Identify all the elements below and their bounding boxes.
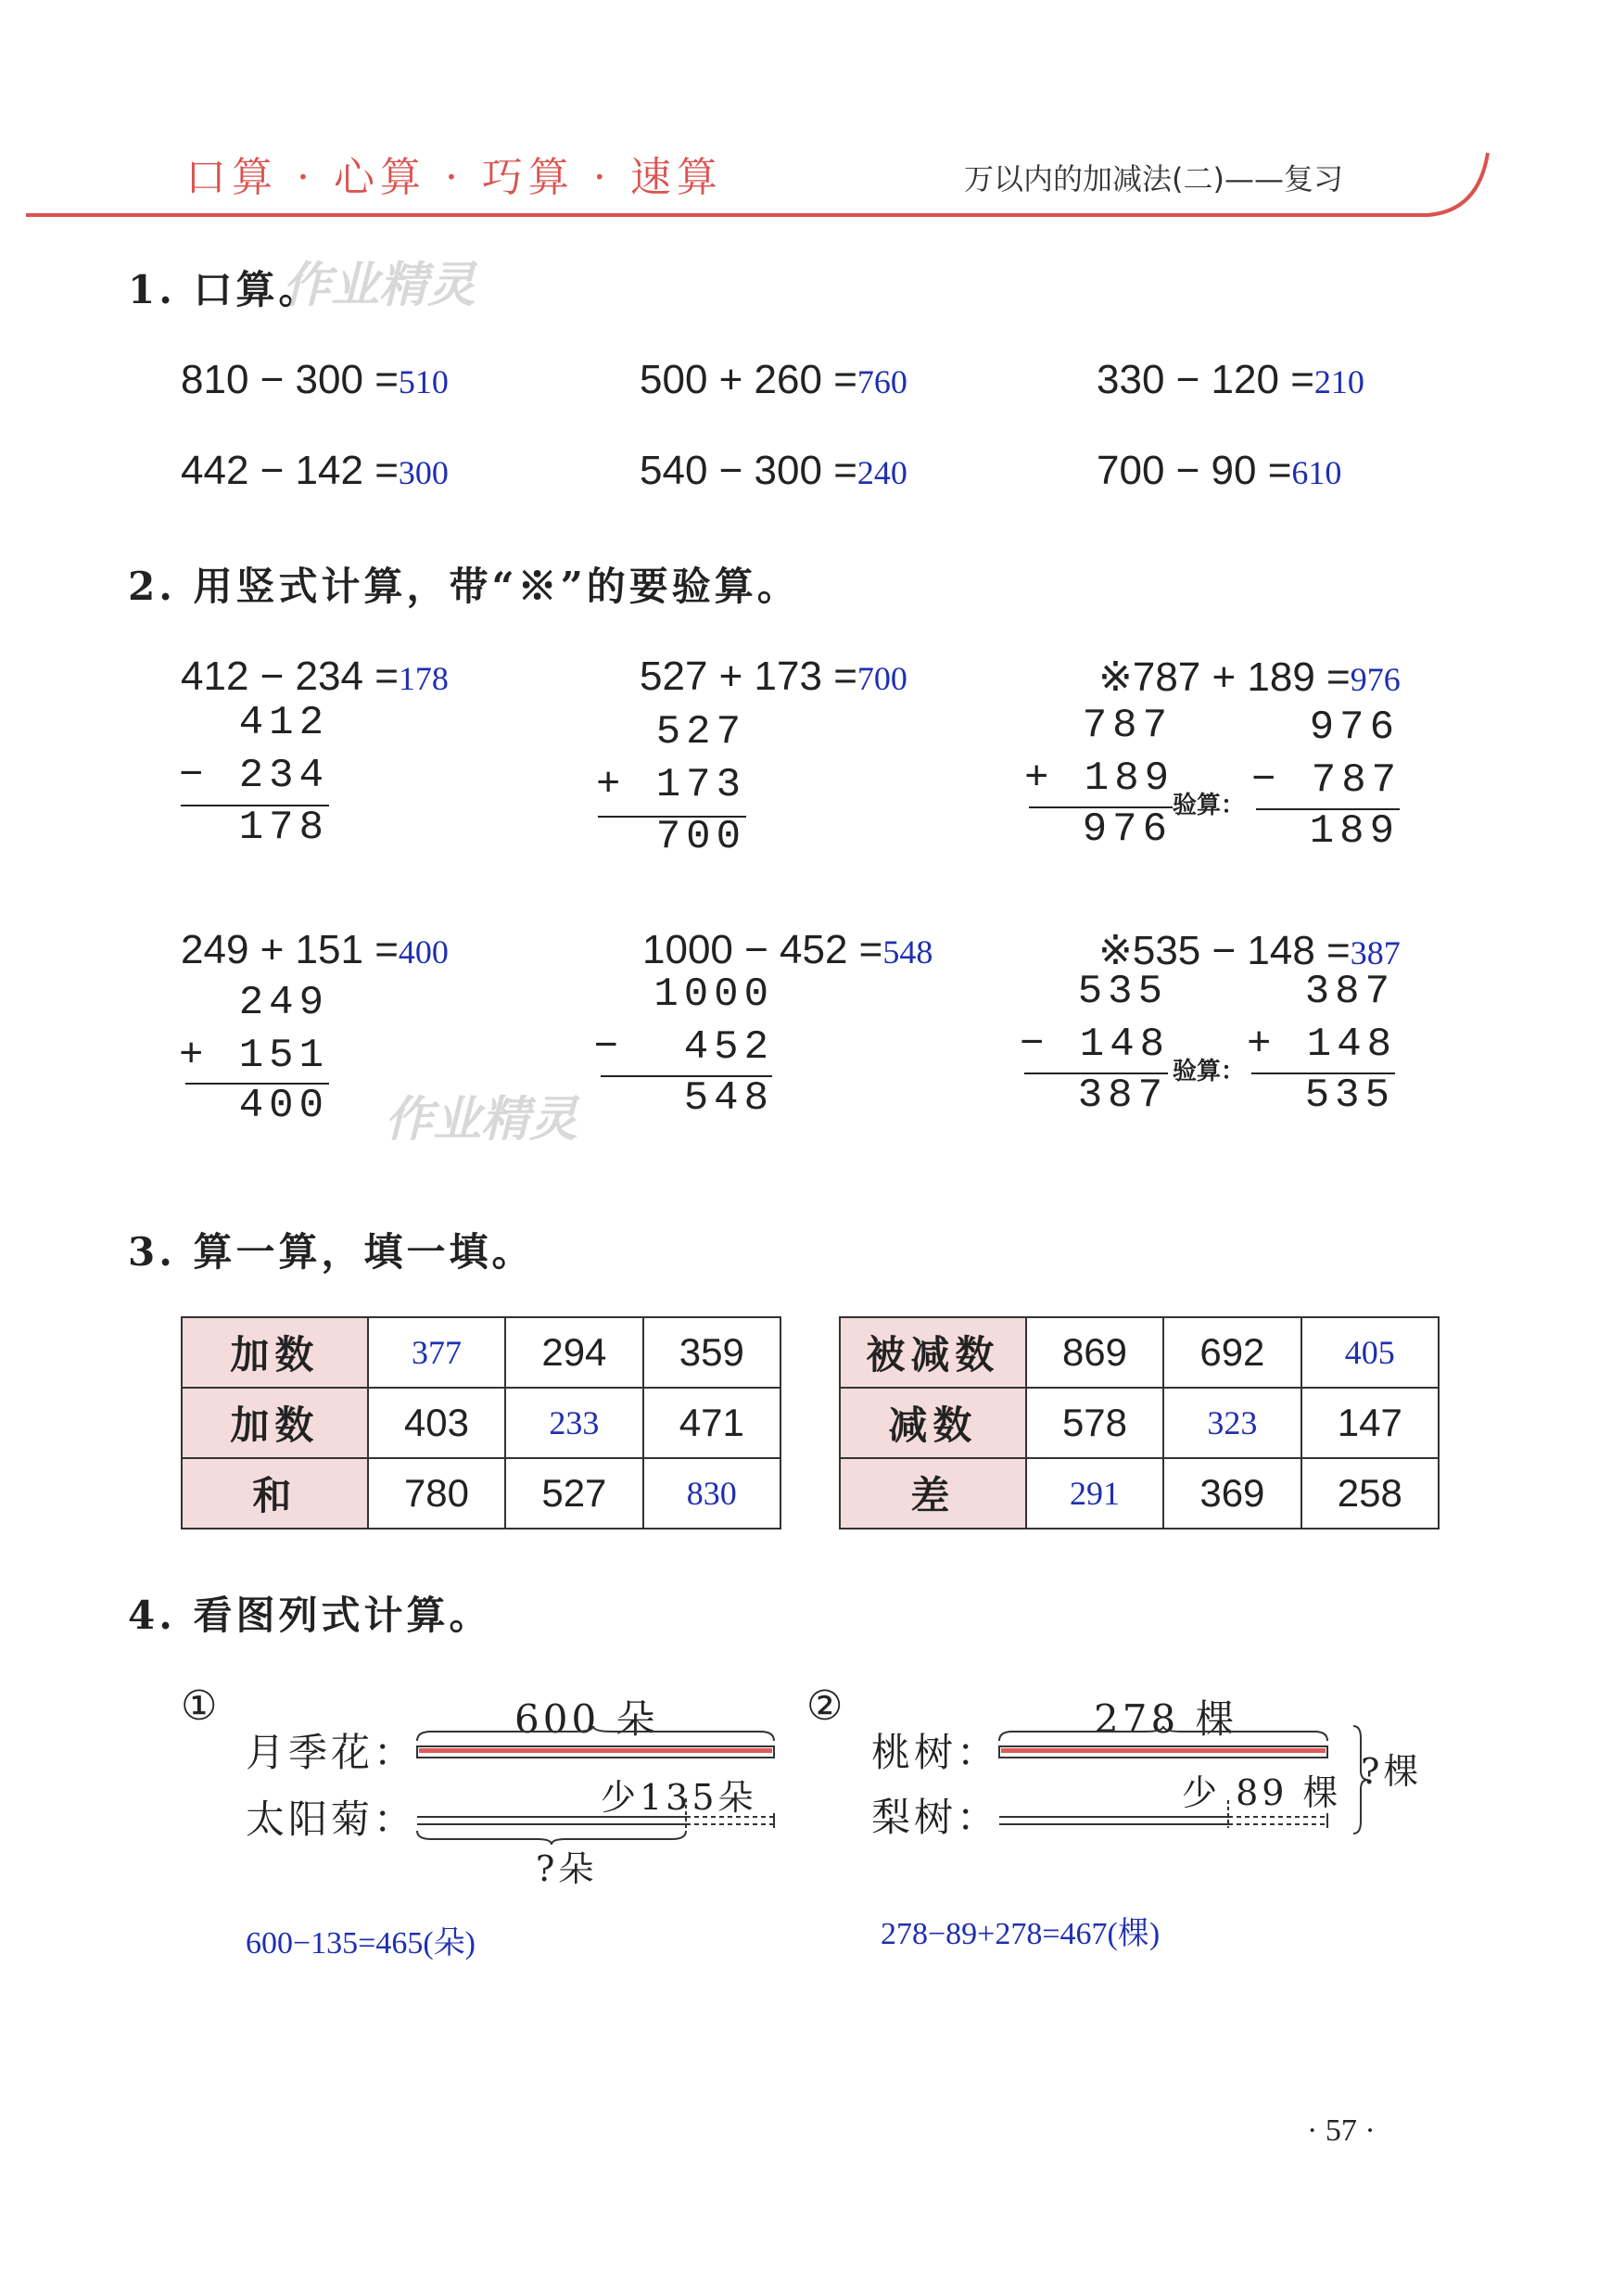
oral-answer-4: 300 [398, 454, 449, 491]
section-2-title: 2. 用竖式计算，带“※”的要验算。 [128, 564, 800, 609]
vertical-item-6-equation: ※535 − 148 =387 [1098, 928, 1401, 973]
oral-answer-1: 510 [398, 363, 449, 400]
problem-2-answer: 278−89+278=467(棵) [881, 1917, 1161, 1951]
watermark: 作业精灵 [283, 258, 476, 313]
table-cell: 294 [505, 1317, 642, 1388]
problem-1-total-label: 600 朵 [514, 1696, 659, 1742]
table-cell: 369 [1163, 1458, 1300, 1529]
check-label-3: 验算： [1173, 792, 1246, 819]
check-6-operand: + 148 [1247, 1022, 1398, 1068]
table-cell: 323 [1163, 1388, 1300, 1458]
minuend-header: 被减数 [840, 1317, 1026, 1388]
vertical-2-top: 527 [655, 709, 746, 755]
header-rule [0, 0, 1624, 241]
vertical-5-operand: − 452 [593, 1024, 774, 1071]
table-cell: 233 [505, 1388, 642, 1458]
problem-1-less-label: 少135朵 [601, 1777, 757, 1818]
table-cell: 359 [643, 1317, 780, 1388]
watermark-2: 作业精灵 [385, 1092, 578, 1148]
header-series-title: 口算 · 心算 · 巧算 · 速算 [185, 154, 723, 201]
page-number: · 57 · [1307, 2113, 1376, 2148]
vertical-4-top: 249 [238, 980, 329, 1026]
vertical-answer-3: 976 [1350, 661, 1401, 698]
vertical-5-top: 1000 [653, 971, 774, 1018]
problem-2-row2-label: 梨树： [871, 1795, 1000, 1840]
difference-header: 差 [840, 1458, 1026, 1529]
vertical-4-operand: + 151 [178, 1033, 329, 1079]
oral-item-3: 330 − 120 =210 [1097, 357, 1364, 402]
problem-2-question-label: ?棵 [1361, 1751, 1423, 1792]
vertical-answer-6: 387 [1350, 934, 1401, 971]
table-cell: 291 [1026, 1458, 1163, 1529]
addition-table [181, 1316, 781, 1529]
table-cell: 527 [505, 1458, 642, 1529]
problem-1-row1-label: 月季花： [246, 1730, 417, 1775]
check-label-6: 验算： [1173, 1058, 1246, 1085]
sum-header: 和 [182, 1458, 368, 1529]
header-chapter-title: 万以内的加减法(二)——复习 [964, 161, 1343, 197]
subtraction-table [839, 1316, 1440, 1529]
table-cell: 471 [643, 1388, 780, 1458]
problem-1-number: ① [181, 1682, 222, 1730]
oral-item-4: 442 − 142 =300 [181, 448, 449, 493]
vertical-item-5-equation: 1000 − 452 =548 [642, 927, 933, 972]
table-cell: 405 [1301, 1317, 1439, 1388]
problem-2-total-label: 278 棵 [1094, 1696, 1238, 1742]
check-3-operand: − 787 [1251, 757, 1402, 804]
table-cell: 869 [1026, 1317, 1163, 1388]
problem-2-row1-label: 桃树： [871, 1730, 1000, 1775]
problem-1-row2-label: 太阳菊： [246, 1796, 417, 1842]
table-cell: 578 [1026, 1388, 1163, 1458]
table-cell: 377 [368, 1317, 505, 1388]
section-3-title: 3. 算一算，填一填。 [128, 1229, 535, 1275]
section-4-title: 4. 看图列式计算。 [128, 1593, 492, 1638]
oral-item-1: 810 − 300 =510 [181, 357, 449, 402]
check-6-top: 387 [1304, 969, 1395, 1015]
addend-header-2: 加数 [182, 1388, 368, 1458]
vertical-answer-5: 548 [882, 933, 933, 971]
table-cell: 147 [1301, 1388, 1439, 1458]
oral-item-5: 540 − 300 =240 [640, 448, 907, 493]
check-3-result: 189 [1309, 808, 1400, 855]
table-cell: 780 [368, 1458, 505, 1529]
vertical-1-top: 412 [238, 700, 329, 746]
vertical-6-result: 387 [1077, 1073, 1168, 1119]
table-cell: 692 [1163, 1317, 1300, 1388]
vertical-answer-2: 700 [856, 660, 907, 697]
vertical-3-top: 787 [1082, 703, 1173, 749]
vertical-answer-4: 400 [398, 933, 449, 971]
vertical-3-operand: + 189 [1024, 755, 1175, 802]
problem-2-bar-diagram [992, 1724, 1372, 1845]
vertical-1-operand: − 234 [178, 753, 329, 799]
subtrahend-header: 减数 [840, 1388, 1026, 1458]
table-cell: 403 [368, 1388, 505, 1458]
problem-1-question-label: ?朵 [536, 1848, 598, 1889]
oral-answer-6: 610 [1291, 454, 1342, 491]
problem-2-less-label: 少 89 棵 [1182, 1772, 1342, 1813]
problem-1-bar-diagram [408, 1724, 779, 1845]
addend-header-1: 加数 [182, 1317, 368, 1388]
vertical-3-result: 976 [1082, 806, 1173, 853]
check-3-top: 976 [1309, 704, 1400, 751]
vertical-answer-1: 178 [398, 660, 449, 697]
vertical-item-4-equation: 249 + 151 =400 [181, 927, 449, 972]
oral-item-2: 500 + 260 =760 [640, 357, 907, 402]
vertical-item-1-equation: 412 − 234 =178 [181, 654, 449, 699]
problem-2-number: ② [806, 1682, 847, 1730]
oral-item-6: 700 − 90 =610 [1097, 448, 1342, 493]
problem-1-answer: 600−135=465(朵) [246, 1926, 476, 1961]
vertical-2-operand: + 173 [595, 762, 746, 808]
oral-answer-5: 240 [856, 454, 907, 491]
vertical-5-result: 548 [683, 1075, 774, 1122]
oral-answer-3: 210 [1313, 363, 1364, 400]
vertical-2-result: 700 [655, 814, 746, 860]
table-cell: 830 [643, 1458, 780, 1529]
oral-answer-2: 760 [856, 363, 907, 400]
vertical-item-2-equation: 527 + 173 =700 [640, 654, 907, 699]
vertical-6-top: 535 [1077, 969, 1168, 1015]
table-cell: 258 [1301, 1458, 1439, 1529]
section-1-title: 1. 口算。 [128, 267, 322, 312]
vertical-4-result: 400 [238, 1083, 329, 1129]
vertical-6-operand: − 148 [1020, 1022, 1171, 1068]
vertical-1-result: 178 [238, 805, 329, 851]
check-6-result: 535 [1304, 1073, 1395, 1119]
vertical-item-3-equation: ※787 + 189 =976 [1098, 654, 1401, 700]
